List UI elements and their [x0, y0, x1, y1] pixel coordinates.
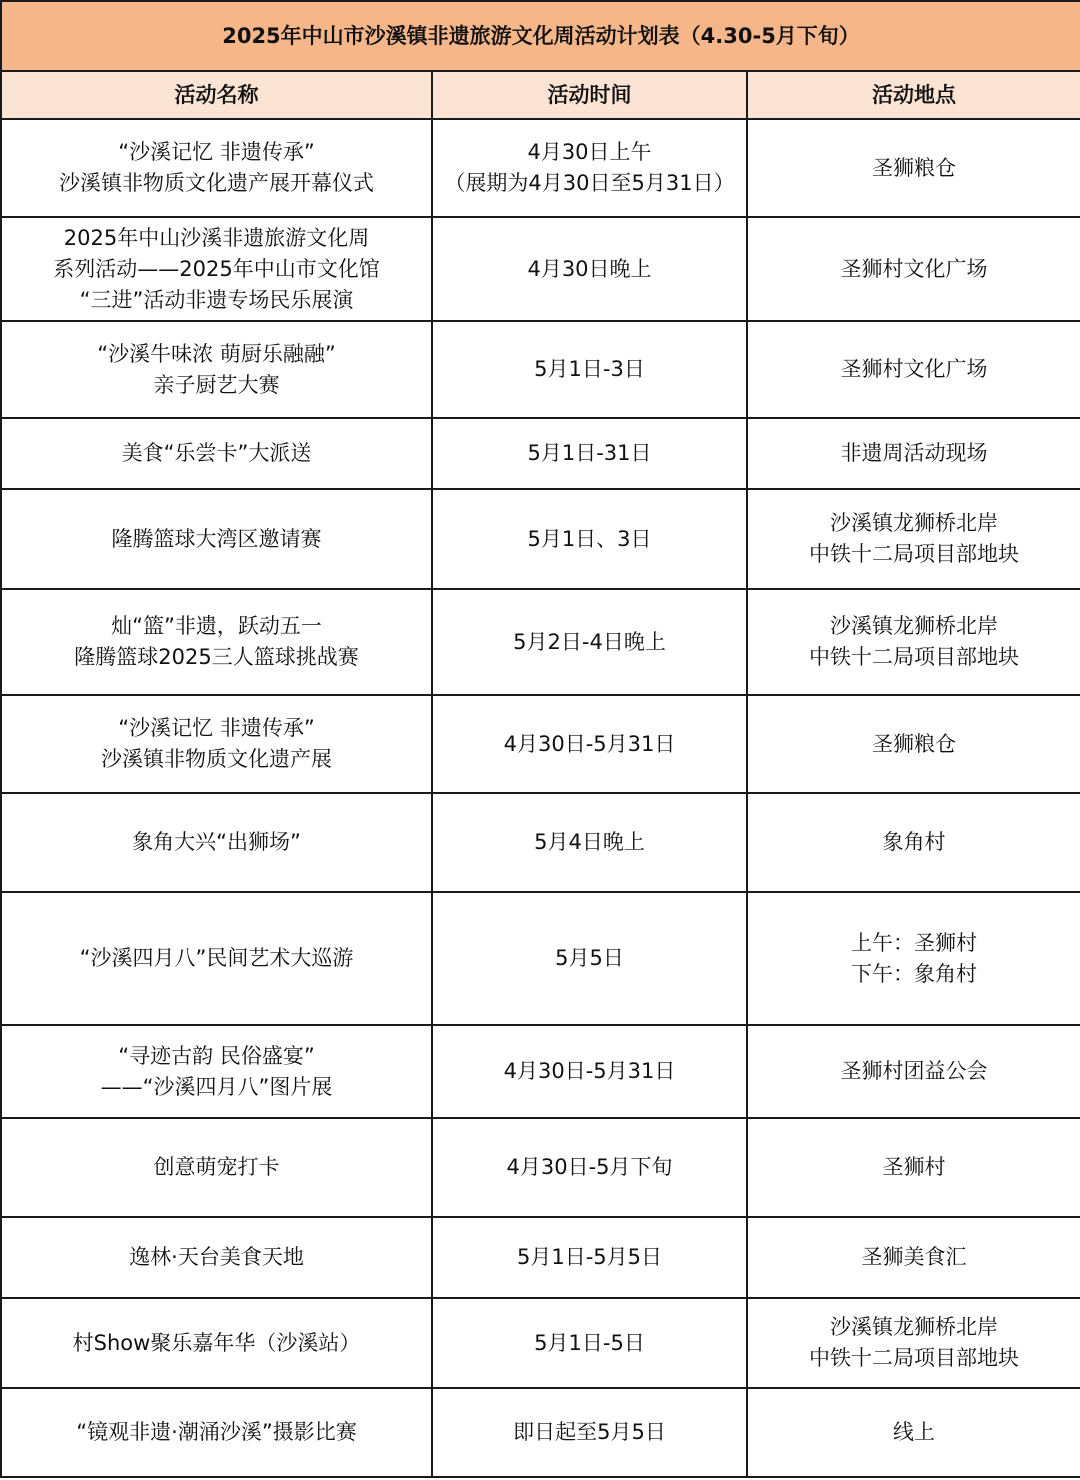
table-row — [1, 695, 1080, 793]
cell-place — [747, 1388, 1080, 1477]
cell-name-line: 沙溪镇非物质文化遗产展 — [101, 747, 332, 771]
cell-time-line: 4月30日-5月31日 — [503, 731, 676, 756]
cell-name — [1, 1217, 432, 1298]
table-row — [1, 1388, 1080, 1477]
table-row — [1, 418, 1080, 489]
cell-place-line: 圣狮村 — [882, 1155, 946, 1179]
cell-name-line: 隆腾篮球大湾区邀请赛 — [111, 526, 322, 551]
table-row — [1, 119, 1080, 217]
cell-place — [747, 1298, 1080, 1388]
cell-name — [1, 892, 432, 1025]
cell-name-line: 象角大兴“出狮场” — [132, 830, 301, 854]
cell-name-line: ——“沙溪四月八”图片展 — [100, 1074, 333, 1099]
cell-time — [432, 1025, 747, 1118]
cell-time-line: 5月1日、3日 — [527, 526, 652, 551]
column-header-time: 活动时间 — [432, 71, 747, 119]
cell-time — [432, 892, 747, 1025]
cell-time-line: 4月30日-5月下旬 — [506, 1155, 673, 1179]
table-row — [1, 793, 1080, 892]
cell-place — [747, 793, 1080, 892]
cell-place — [747, 589, 1080, 695]
cell-place-line: 象角村 — [882, 830, 946, 854]
cell-place-line: 沙溪镇龙狮桥北岸 — [830, 1315, 999, 1339]
cell-place — [747, 1118, 1080, 1217]
cell-time-line: 5月1日-31日 — [527, 441, 652, 465]
cell-place-line: 圣狮村文化广场 — [840, 256, 988, 281]
cell-name-line: “沙溪牛味浓 萌厨乐融融” — [97, 341, 336, 366]
table-row — [1, 321, 1080, 418]
table-header-row — [1, 71, 1080, 119]
cell-time-line: 5月2日-4日晚上 — [513, 629, 666, 654]
cell-time-line: 5月1日-5日 — [534, 1330, 645, 1355]
cell-time — [432, 217, 747, 321]
cell-place-line: 圣狮村文化广场 — [840, 357, 988, 381]
cell-place — [747, 418, 1080, 489]
cell-time — [432, 119, 747, 217]
cell-name-line: 美食“乐尝卡”大派送 — [121, 441, 312, 465]
schedule-body — [1, 119, 1080, 1477]
cell-time — [432, 1118, 747, 1217]
table-row — [1, 1118, 1080, 1217]
column-header-place: 活动地点 — [747, 71, 1080, 119]
table-row — [1, 892, 1080, 1025]
cell-time-line: （展期为4月30日至5月31日） — [444, 171, 735, 195]
cell-name — [1, 793, 432, 892]
cell-place-line: 下午：象角村 — [851, 961, 978, 986]
cell-time-line: 5月1日-5月5日 — [516, 1245, 663, 1269]
cell-place-line: 圣狮粮仓 — [872, 731, 957, 756]
table-row — [1, 1025, 1080, 1118]
cell-time-line: 5月5日 — [555, 946, 624, 970]
cell-time-line: 4月30日晚上 — [527, 256, 652, 281]
cell-place — [747, 1025, 1080, 1118]
cell-name — [1, 695, 432, 793]
cell-place — [747, 489, 1080, 589]
cell-place — [747, 892, 1080, 1025]
cell-place — [747, 695, 1080, 793]
cell-name-line: “镜观非遗·潮涌沙溪”摄影比赛 — [76, 1420, 357, 1444]
cell-name — [1, 321, 432, 418]
cell-name-line: “三进”活动非遗专场民乐展演 — [79, 287, 354, 312]
cell-name-line: 2025年中山沙溪非遗旅游文化周 — [63, 225, 370, 250]
cell-place-line: 圣狮村团益公会 — [840, 1059, 988, 1083]
cell-place — [747, 321, 1080, 418]
cell-name-line: “沙溪记忆 非遗传承” — [118, 140, 315, 164]
cell-name-line: 创意萌宠打卡 — [153, 1155, 280, 1179]
cell-name — [1, 1118, 432, 1217]
cell-time-line: 5月1日-3日 — [534, 357, 645, 381]
cell-place-line: 非遗周活动现场 — [840, 441, 988, 465]
cell-name-line: “沙溪四月八”民间艺术大巡游 — [79, 946, 354, 970]
cell-time — [432, 695, 747, 793]
cell-time — [432, 321, 747, 418]
cell-time — [432, 1298, 747, 1388]
cell-name-line: “沙溪记忆 非遗传承” — [118, 716, 315, 740]
cell-name-line: 逸林·天台美食天地 — [129, 1245, 304, 1269]
table-row — [1, 1217, 1080, 1298]
cell-time — [432, 418, 747, 489]
cell-name-line: 系列活动——2025年中山市文化馆 — [53, 256, 380, 281]
cell-name-line: 隆腾篮球2025三人篮球挑战赛 — [74, 645, 359, 669]
cell-name — [1, 1298, 432, 1388]
cell-name — [1, 489, 432, 589]
table-title: 2025年中山市沙溪镇非遗旅游文化周活动计划表（4.30-5月下旬） — [1, 1, 1080, 71]
cell-place — [747, 1217, 1080, 1298]
cell-place-line: 线上 — [893, 1420, 936, 1444]
cell-name — [1, 589, 432, 695]
cell-time — [432, 489, 747, 589]
cell-name-line: 村Show聚乐嘉年华（沙溪站） — [72, 1330, 361, 1355]
cell-place-line: 中铁十二局项目部地块 — [809, 645, 1020, 669]
cell-name-line: 灿“篮”非遗，跃动五一 — [111, 614, 322, 638]
cell-place-line: 中铁十二局项目部地块 — [809, 542, 1020, 566]
cell-place-line: 中铁十二局项目部地块 — [809, 1346, 1020, 1370]
cell-time-line: 即日起至5月5日 — [513, 1420, 666, 1444]
cell-name — [1, 1388, 432, 1477]
table-row — [1, 489, 1080, 589]
cell-name-line: 沙溪镇非物质文化遗产展开幕仪式 — [59, 171, 374, 195]
cell-place-line: 圣狮粮仓 — [872, 155, 957, 180]
table-row — [1, 1298, 1080, 1388]
table-row — [1, 217, 1080, 321]
cell-name — [1, 1025, 432, 1118]
cell-time-line: 4月30日-5月31日 — [503, 1059, 676, 1083]
cell-place-line: 沙溪镇龙狮桥北岸 — [830, 614, 999, 638]
cell-name-line: “寻迹古韵 民俗盛宴” — [118, 1043, 315, 1068]
cell-name — [1, 418, 432, 489]
column-header-name: 活动名称 — [1, 71, 432, 119]
cell-place — [747, 119, 1080, 217]
cell-time — [432, 1217, 747, 1298]
cell-time — [432, 793, 747, 892]
cell-place-line: 圣狮美食汇 — [861, 1245, 967, 1269]
cell-time — [432, 589, 747, 695]
table-row — [1, 589, 1080, 695]
cell-place — [747, 217, 1080, 321]
cell-name-line: 亲子厨艺大赛 — [153, 372, 280, 397]
cell-time-line: 5月4日晚上 — [534, 830, 645, 854]
cell-time — [432, 1388, 747, 1477]
table-title-row — [1, 1, 1080, 71]
cell-name — [1, 217, 432, 321]
cell-place-line: 上午：圣狮村 — [851, 930, 978, 955]
cell-place-line: 沙溪镇龙狮桥北岸 — [830, 511, 999, 535]
cell-time-line: 4月30日上午 — [527, 140, 652, 164]
cell-name — [1, 119, 432, 217]
